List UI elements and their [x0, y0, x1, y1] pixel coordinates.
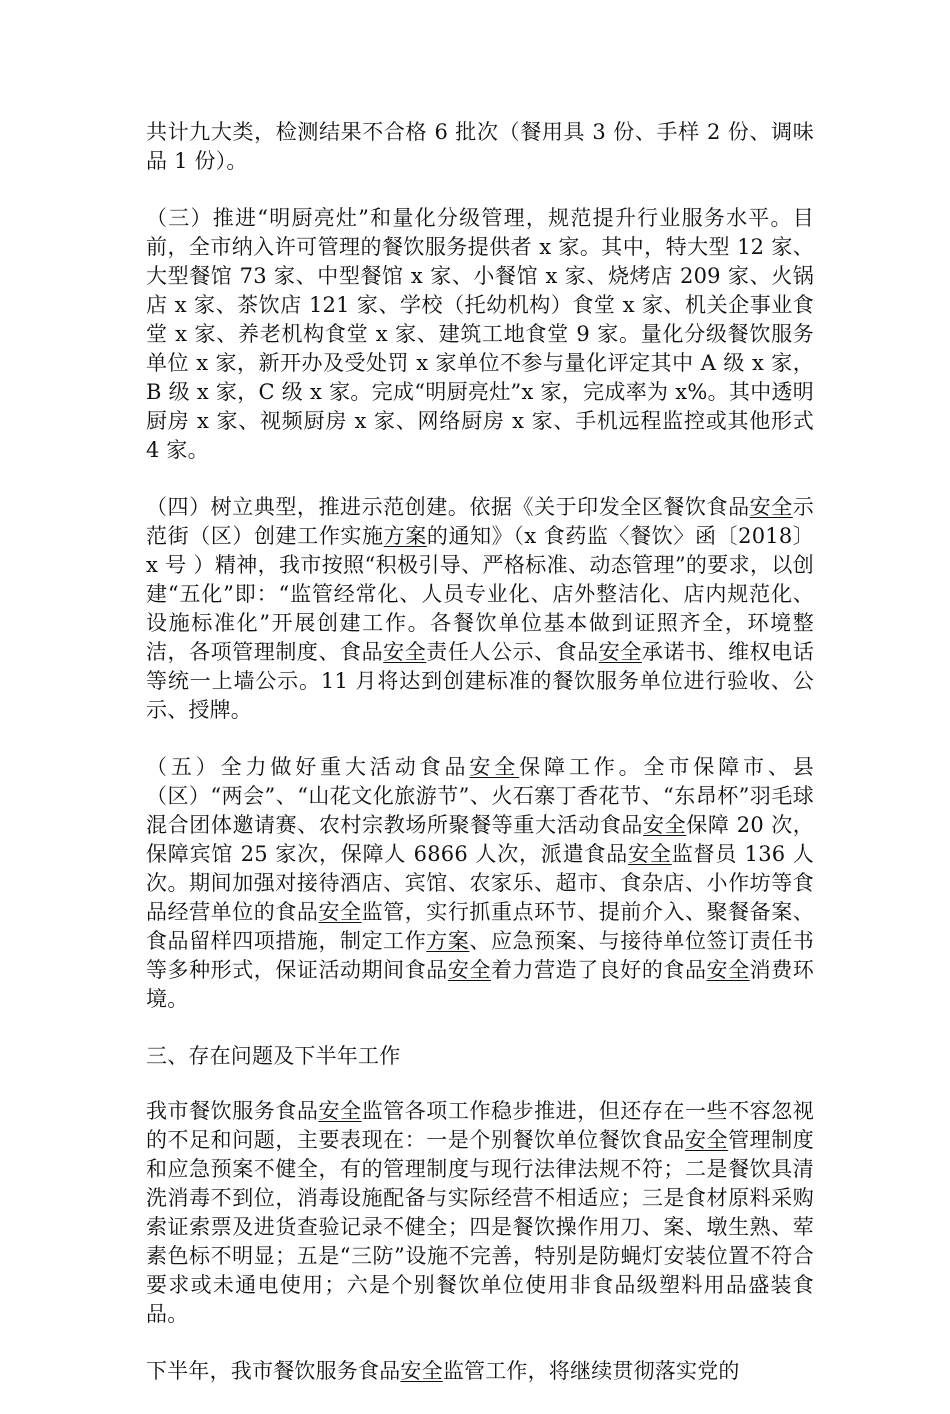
document-paragraph: [146, 204, 814, 465]
document-paragraph: [146, 1097, 814, 1329]
keyword-link[interactable]: 安全: [628, 842, 672, 866]
keyword-link[interactable]: 安全: [706, 958, 750, 982]
paragraph-text: （三）推进“明厨亮灶”和量化分级管理，规范提升行业服务水平。目前，全市纳入许可管理的餐饮服务提供者 x 家。其中，特大型 12 家、大型餐馆 73 家、中型餐馆 x 家、小餐馆 x 家、烧烤店 209 家、火锅店 x 家、茶饮店 121 家、学校（托幼机构）食堂 x 家、机关企事业食堂 x 家、养老机构食堂 x 家、建筑工地食堂 9 家。量化分级餐饮服务单位 x 家，新开办及受处罚 x 家单位不参与量化评定其中 A 级 x 家，B 级 x 家，C 级 x 家。完成“明厨亮灶”x 家，完成率为 x%。其中透明厨房 x 家、视频厨房 x 家、网络厨房 x 家、手机远程监控或其他形式 4 家。: [146, 206, 814, 462]
paragraph-text: 的通知》（x 食药监〈餐饮〉函〔2018〕x 号 ）精神，我市按照“积极引导、严格标准、动态管理”的要求，以创建“五化”即：“监管经常化、人员专业化、店外整洁化、店内规范化、设施标准化”开展创建工作。各餐饮单位基本做到证照齐全，环境整洁，各项管理制度、食品: [146, 524, 815, 664]
keyword-link[interactable]: 安全: [318, 1099, 362, 1123]
document-paragraph: [146, 1357, 814, 1386]
paragraph-text: （五）全力做好重大活动食品: [146, 755, 470, 779]
paragraph-text: 着力营造了良好的食品: [490, 958, 707, 982]
paragraph-text: 监督员 136 人次。期间加强对接待酒店、宾馆、农家乐、超市、食杂店、小作坊等食品经营单位的食品: [146, 842, 815, 924]
paragraph-text: （四）树立典型，推进示范创建。依据《关于印发全区餐饮食品: [146, 495, 750, 519]
keyword-link[interactable]: 安全: [318, 900, 362, 924]
paragraph-text: 示范街（区）创建工作实施: [146, 495, 814, 548]
paragraph-text: 承诺书、维权电话等统一上墙公示。11 月将达到创建标准的餐饮服务单位进行验收、公示、授牌。: [146, 640, 815, 722]
keyword-link[interactable]: 安全: [383, 640, 427, 664]
keyword-link[interactable]: 安全: [598, 640, 642, 664]
paragraph-text: 监管各项工作稳步推进，但还存在一些不容忽视的不足和问题，主要表现在：一是个别餐饮单位餐饮食品: [146, 1099, 814, 1152]
keyword-link[interactable]: 安全: [400, 1359, 443, 1383]
paragraph-text: 保障 20 次，保障宾馆 25 家次，保障人 6866 人次，派遣食品: [146, 813, 815, 866]
paragraph-text: 共计九大类，检测结果不合格 6 批次（餐用具 3 份、手样 2 份、调味品 1 份）。: [146, 120, 814, 173]
section-heading: [146, 1042, 814, 1071]
document-paragraph: [146, 493, 814, 725]
paragraph-text: 我市餐饮服务食品: [146, 1099, 319, 1123]
document-paragraph: [146, 753, 814, 1014]
paragraph-text: 三、存在问题及下半年工作: [146, 1044, 401, 1068]
paragraph-text: 下半年，我市餐饮服务食品: [146, 1359, 401, 1383]
keyword-link[interactable]: 安全: [447, 958, 491, 982]
paragraph-text: 消费环境。: [146, 958, 814, 1011]
paragraph-text: 监管，实行抓重点环节、提前介入、聚餐备案、食品留样四项措施，制定工作: [146, 900, 814, 953]
keyword-link[interactable]: 方案: [383, 524, 427, 548]
document-paragraph: [146, 118, 814, 176]
keyword-link[interactable]: 安全: [684, 1128, 729, 1152]
keyword-link[interactable]: 安全: [469, 755, 520, 779]
keyword-link[interactable]: 方案: [426, 929, 470, 953]
keyword-link[interactable]: 安全: [643, 813, 687, 837]
paragraph-text: 监管工作，将继续贯彻落实党的: [442, 1359, 740, 1383]
paragraph-text: 管理制度和应急预案不健全，有的管理制度与现行法律法规不符；二是餐饮具清洗消毒不到位，消毒设施配备与实际经营不相适应；三是食材原料采购索证索票及进货查验记录不健全；四是餐饮操作用刀、案、墩生熟、荤素色标不明显；五是“三防”设施不完善，特别是防蝇灯安装位置不符合要求或未通电使用；六是个别餐饮单位使用非食品级塑料用品盛装食品。: [146, 1128, 814, 1326]
keyword-link[interactable]: 安全: [749, 495, 793, 519]
paragraph-text: 、应急预案、与接待单位签订责任书等多种形式，保证活动期间食品: [146, 929, 814, 982]
paragraph-text: 保障工作。全市保障市、县（区）“两会”、“山花文化旅游节”、火石寨丁香花节、“东昂杯”羽毛球混合团体邀请赛、农村宗教场所聚餐等重大活动食品: [146, 755, 814, 837]
document-page: [146, 118, 814, 1414]
paragraph-text: 责任人公示、食品: [426, 640, 599, 664]
